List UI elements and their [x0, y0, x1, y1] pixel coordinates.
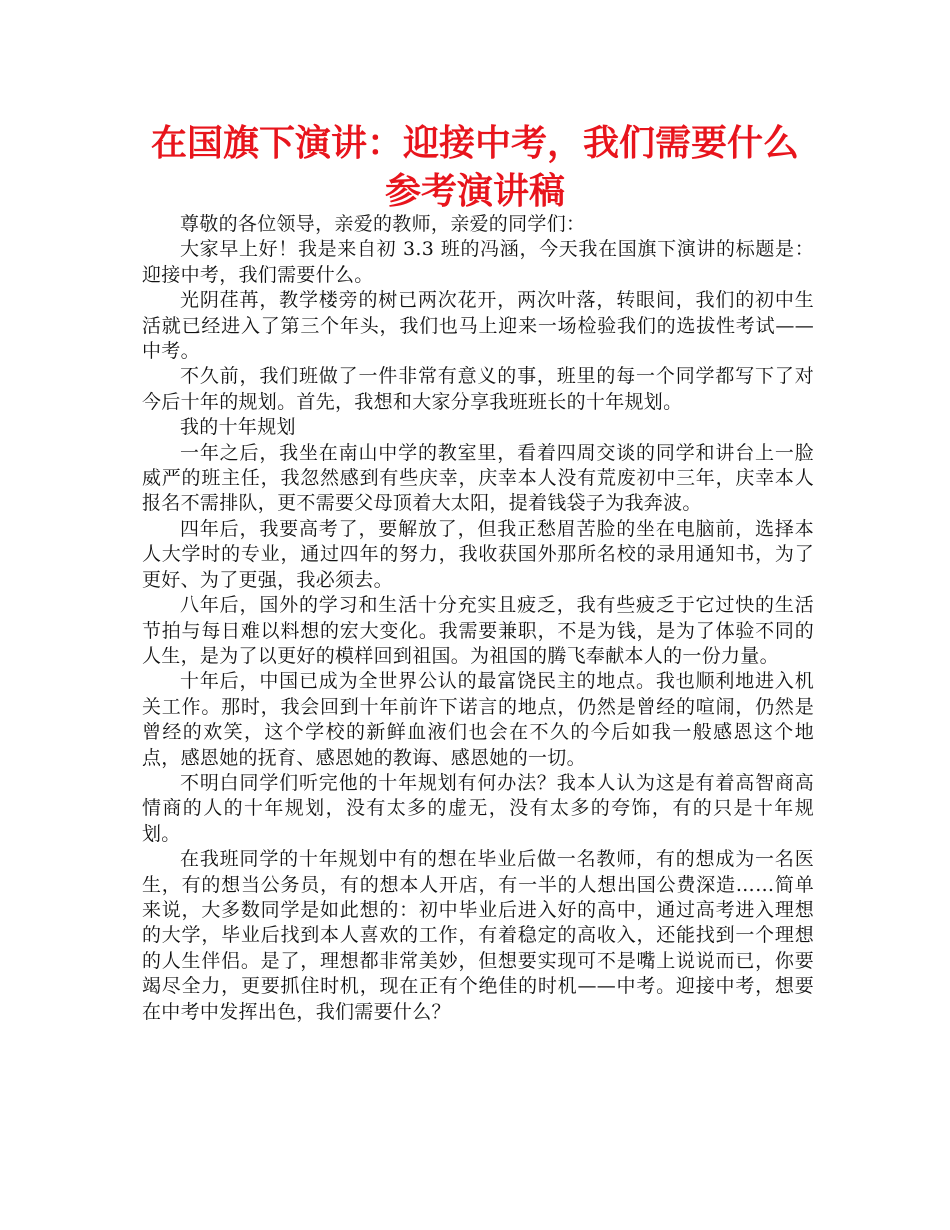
paragraph-salutation: 尊敬的各位领导，亲爱的教师，亲爱的同学们：: [180, 213, 586, 235]
paragraph-greeting: 大家早上好！我是来自初 3.3 班的冯涵，今天我在国旗下演讲的标题是：迎接中考，我们需要什么。: [142, 238, 814, 286]
document-title: [100, 120, 850, 216]
paragraph-ten-years: 十年后，中国已成为全世界公认的最富饶民主的地点。我也顺利地进入机关工作。那时，我会回到十年前许下诺言的地点，仍然是曾经的喧闹，仍然是曾经的欢笑，这个学校的新鲜血液们也会在不久的今后如我一般感恩这个地点，感恩她的抚育、感恩她的教诲、感恩她的一切。: [142, 670, 814, 769]
title-line-2: 参考演讲稿: [384, 171, 565, 212]
paragraph-class-dreams: 在我班同学的十年规划中有的想在毕业后做一名教师，有的想成为一名医生，有的想当公务员，有的想本人开店，有一半的人想出国公费深造……简单来说，大多数同学是如此想的：初中毕业后进入好的高中，通过高考进入理想的大学，毕业后找到本人喜欢的工作，有着稳定的高收入，还能找到一个理想的人生伴侣。是了，理想都非常美妙，但想要实现可不是嘴上说说而已，你要竭尽全力，更要抓住时机，现在正有个绝佳的时机——中考。迎接中考，想要在中考中发挥出色，我们需要什么？: [142, 848, 814, 1023]
paragraph-class-plan: 不久前，我们班做了一件非常有意义的事，班里的每一个同学都写下了对今后十年的规划。首先，我想和大家分享我班班长的十年规划。: [142, 365, 814, 413]
speech-body: [142, 212, 814, 1025]
paragraph-subheading: 我的十年规划: [180, 416, 296, 439]
title-line-1: 在国旗下演讲：迎接中考，我们需要什么: [150, 123, 799, 164]
paragraph-four-years: 四年后，我要高考了，要解放了，但我正愁眉苦脸的坐在电脑前，选择本人大学时的专业，通过四年的努力，我收获国外那所名校的录用通知书，为了更好、为了更强，我必须去。: [142, 517, 814, 591]
paragraph-eight-years: 八年后，国外的学习和生活十分充实且疲乏，我有些疲乏于它过快的生活节拍与每日难以料想的宏大变化。我需要兼职，不是为钱，是为了体验不同的人生，是为了以更好的模样回到祖国。为祖国的腾飞奉献本人的一份力量。: [142, 594, 814, 667]
paragraph-time-passes: 光阴荏苒，教学楼旁的树已两次花开，两次叶落，转眼间，我们的初中生活就已经进入了第三个年头，我们也马上迎来一场检验我们的选拔性考试——中考。: [142, 289, 814, 363]
paragraph-reflection: 不明白同学们听完他的十年规划有何办法？我本人认为这是有着高智商高情商的人的十年规划，没有太多的虚无，没有太多的夸饰，有的只是十年规划。: [142, 771, 814, 845]
paragraph-one-year: 一年之后，我坐在南山中学的教室里，看着四周交谈的同学和讲台上一脸威严的班主任，我忽然感到有些庆幸，庆幸本人没有荒废初中三年，庆幸本人报名不需排队，更不需要父母顶着大太阳，提着钱袋子为我奔波。: [142, 441, 814, 515]
